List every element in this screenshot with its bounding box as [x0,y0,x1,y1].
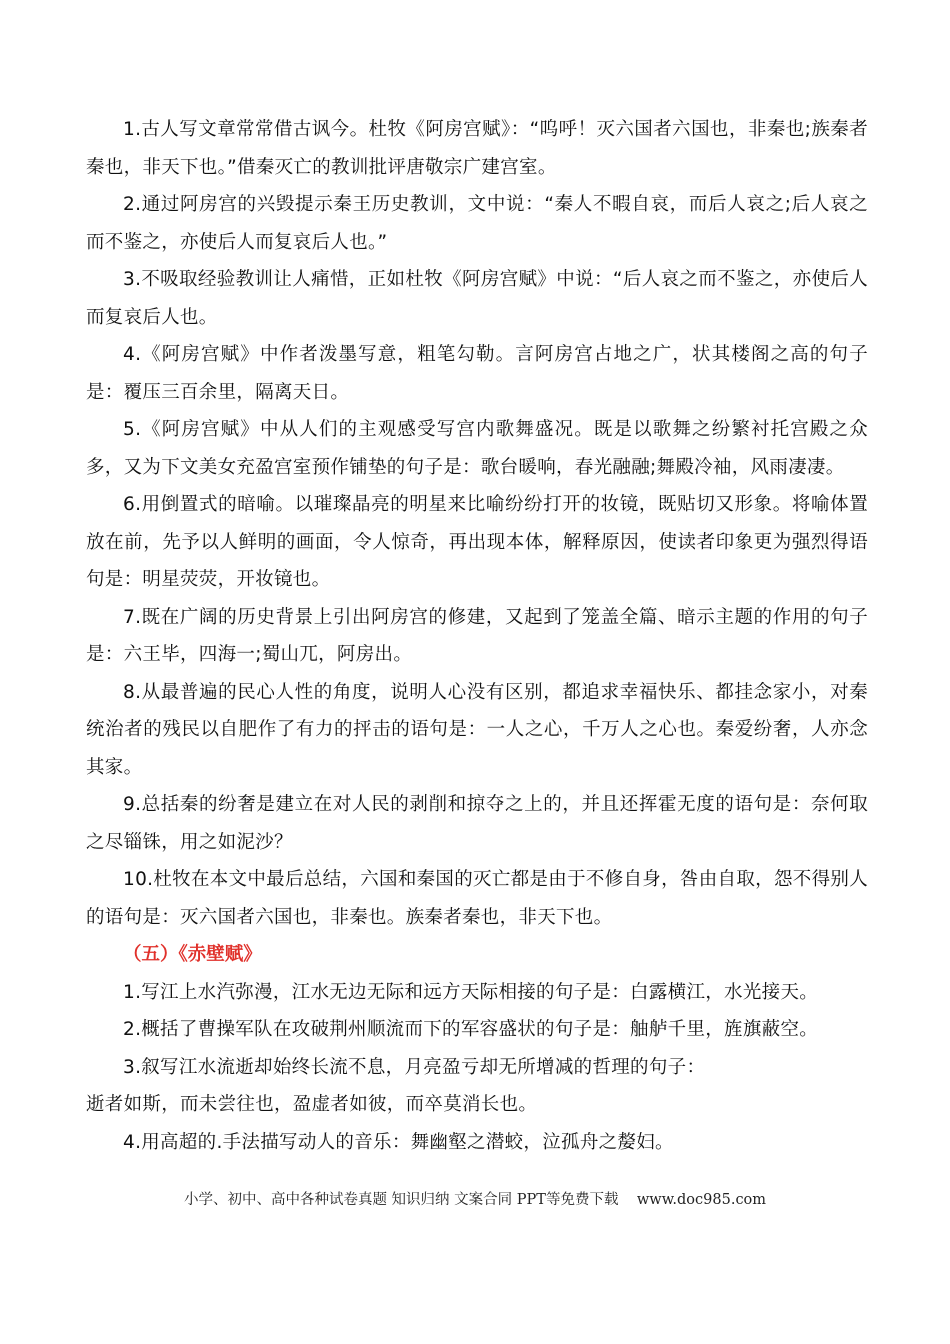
section-heading-chibi-fu: （五）《赤壁赋》 [123,944,262,965]
answer-paragraph: 5.《阿房宫赋》中从人们的主观感受写宫内歌舞盛况。既是以歌舞之纷繁衬托宫殿之众多，又为下文美女充盈宫室预作铺垫的句子是：歌台暖响，春光融融;舞殿冷袖，风雨凄凄。 [86,419,868,478]
answer-paragraph: 2.通过阿房宫的兴毁提示秦王历史教训，文中说：“秦人不暇自哀，而后人哀之;后人哀之而不鉴之，亦使后人而复哀后人也。” [86,194,868,253]
answer-paragraph: 10.杜牧在本文中最后总结，六国和秦国的灭亡都是由于不修自身，咎由自取，怨不得别人的语句是：灭六国者六国也，非秦也。族秦者秦也，非天下也。 [86,869,868,928]
answer-paragraph: 4.《阿房宫赋》中作者泼墨写意，粗笔勾勒。言阿房宫占地之广，状其楼阁之高的句子是：覆压三百余里，隔离天日。 [86,344,868,403]
answer-paragraph: 2.概括了曹操军队在攻破荆州顺流而下的军容盛状的句子是：舳舻千里，旌旗蔽空。 [123,1019,819,1040]
page-footer: 小学、初中、高中各种试卷真题 知识归纳 文案合同 PPT等免费下载 www.doc985.com [183,1192,767,1208]
section-five-answers [86,974,868,1162]
answer-continuation-line: 逝者如斯，而未尝往也，盈虚者如彼，而卒莫消长也。 [86,1094,538,1115]
answer-paragraph: 1.写江上水汽弥漫，江水无边无际和远方天际相接的句子是：白露横江，水光接天。 [123,981,819,1003]
answer-paragraph: 6.用倒置式的暗喻。以璀璨晶亮的明星来比喻纷纷打开的妆镜，既贴切又形象。将喻体置放在前，先予以人鲜明的画面，令人惊奇，再出现本体，解释原因，使读者印象更为强烈得语句是：明星荧荧，开妆镜也。 [86,494,868,590]
answer-paragraph: 9.总括秦的纷奢是建立在对人民的剥削和掠夺之上的，并且还挥霍无度的语句是：奈何取之尽锱铢，用之如泥沙？ [86,794,868,853]
section-four-answers [86,111,868,936]
answer-paragraph: 3.叙写江水流逝却始终长流不息，月亮盈亏却无所增减的哲理的句子： [123,1056,706,1078]
answer-paragraph: 1.古人写文章常常借古讽今。杜牧《阿房宫赋》：“呜呼！灭六国者六国也，非秦也;族秦者秦也，非天下也。”借秦灭亡的教训批评唐敬宗广建宫室。 [86,119,868,178]
answer-paragraph: 7.既在广阔的历史背景上引出阿房宫的修建，又起到了笼盖全篇、暗示主题的作用的句子是：六王毕，四海一;蜀山兀，阿房出。 [86,606,868,665]
answer-paragraph: 8.从最普遍的民心人性的角度，说明人心没有区别，都追求幸福快乐、都挂念家小，对秦统治者的残民以自肥作了有力的抨击的语句是：一人之心，千万人之心也。秦爱纷奢，人亦念其家。 [86,681,868,778]
answer-paragraph: 4.用高超的.手法描写动人的音乐：舞幽壑之潜蛟，泣孤舟之嫠妇。 [123,1131,674,1153]
answer-paragraph: 3.不吸取经验教训让人痛惜，正如杜牧《阿房宫赋》中说：“后人哀之而不鉴之，亦使后人而复哀后人也。 [86,269,868,328]
document-body [86,111,868,1161]
